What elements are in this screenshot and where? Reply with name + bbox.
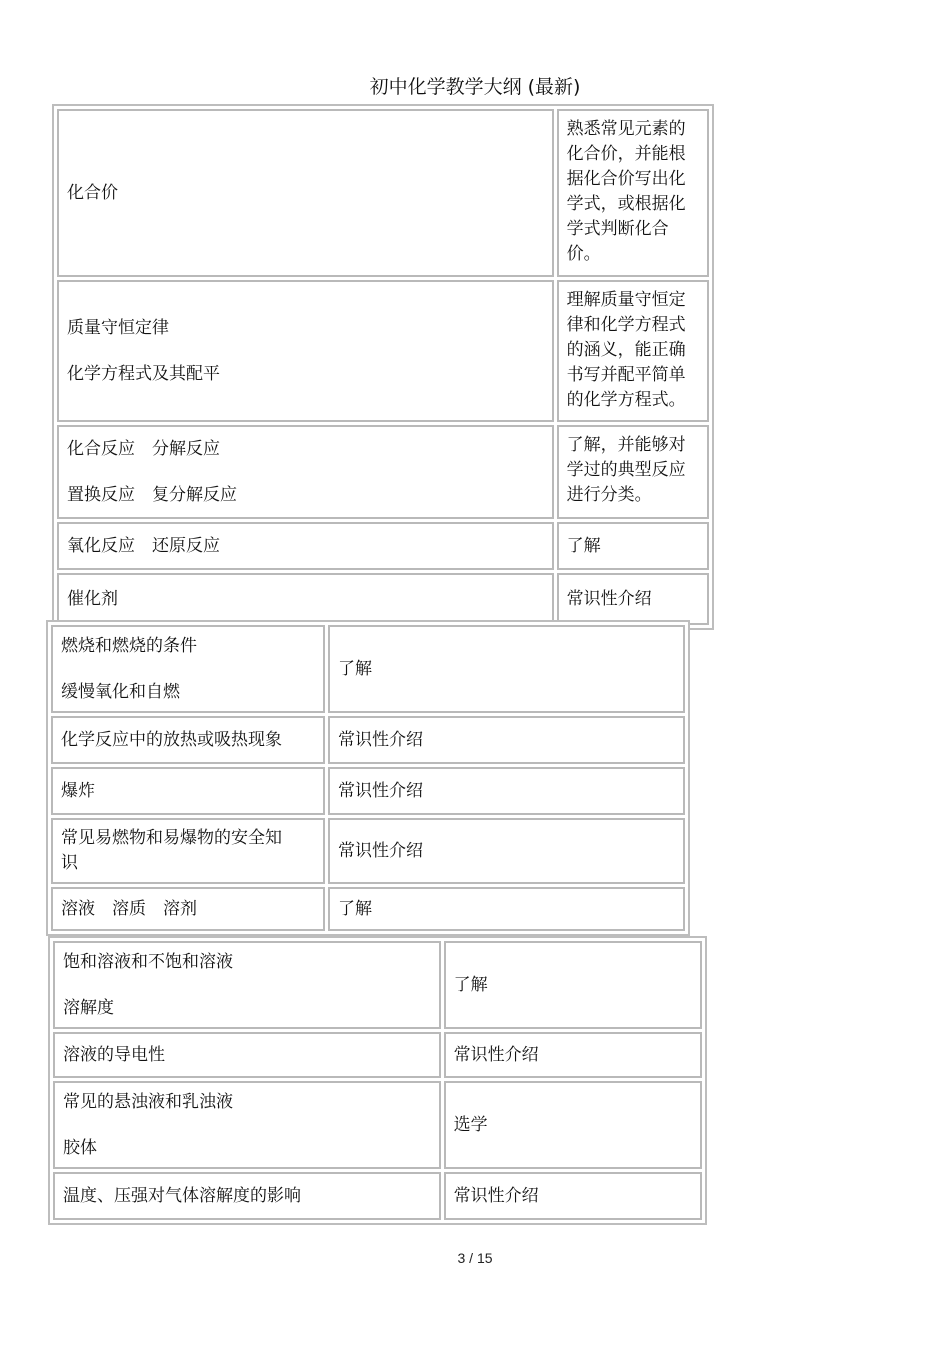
topic-text: 氧化反应 还原反应 bbox=[67, 535, 220, 556]
table-row bbox=[57, 522, 709, 570]
topic-cell bbox=[51, 625, 325, 713]
requirement-cell bbox=[444, 941, 702, 1029]
requirement-cell bbox=[328, 887, 685, 931]
requirement-text: 常识性介绍 bbox=[453, 1185, 539, 1206]
requirement-cell bbox=[557, 573, 709, 625]
topic-cell bbox=[51, 767, 325, 815]
syllabus-table-1 bbox=[52, 104, 714, 630]
requirement-text: 常识性介绍 bbox=[337, 729, 423, 750]
topic-text: 胶体 bbox=[63, 1137, 97, 1158]
requirement-text: 了解 bbox=[337, 659, 372, 679]
topic-text: 常见易燃物和易爆物的安全知 bbox=[61, 828, 282, 848]
topic-text: 质量守恒定律 bbox=[67, 317, 169, 338]
topic-text: 置换反应 复分解反应 bbox=[67, 484, 237, 505]
table-row bbox=[51, 887, 685, 931]
topic-text: 识 bbox=[61, 853, 78, 873]
requirement-cell bbox=[557, 522, 709, 570]
topic-cell bbox=[53, 1172, 441, 1220]
topic-cell bbox=[57, 109, 554, 277]
requirement-text: 了解，并能够对 bbox=[566, 435, 686, 455]
topic-text: 溶液 溶质 溶剂 bbox=[61, 898, 197, 919]
requirement-text: 价。 bbox=[566, 244, 601, 264]
table-row bbox=[57, 109, 709, 277]
requirement-cell bbox=[328, 625, 685, 713]
topic-text: 爆炸 bbox=[61, 780, 95, 801]
requirement-text: 书写并配平简单 bbox=[566, 365, 686, 385]
requirement-cell bbox=[557, 109, 709, 277]
table-row bbox=[53, 1081, 702, 1169]
requirement-text: 选学 bbox=[453, 1114, 488, 1135]
topic-text: 温度、压强对气体溶解度的影响 bbox=[63, 1185, 301, 1206]
requirement-text: 常识性介绍 bbox=[566, 588, 652, 609]
requirement-text: 学式判断化合 bbox=[566, 219, 669, 239]
table-row bbox=[51, 625, 685, 713]
topic-text: 缓慢氧化和自燃 bbox=[61, 681, 180, 702]
requirement-text: 据化合价写出化 bbox=[566, 169, 686, 189]
requirement-text: 常识性介绍 bbox=[337, 780, 423, 801]
table-row bbox=[57, 425, 709, 519]
topic-text: 溶解度 bbox=[63, 997, 114, 1018]
requirement-cell bbox=[328, 818, 685, 884]
requirement-text: 学过的典型反应 bbox=[566, 460, 686, 480]
table-row bbox=[51, 767, 685, 815]
requirement-text: 了解 bbox=[453, 974, 488, 995]
topic-text: 常见的悬浊液和乳浊液 bbox=[63, 1091, 233, 1112]
requirement-cell bbox=[557, 425, 709, 519]
page-title: 初中化学教学大纲 (最新) bbox=[369, 76, 581, 98]
topic-cell bbox=[51, 818, 325, 884]
page-number: 3 / 15 bbox=[457, 1250, 493, 1266]
table-row bbox=[57, 280, 709, 422]
requirement-text: 律和化学方程式 bbox=[566, 315, 686, 335]
requirement-text: 常识性介绍 bbox=[337, 840, 423, 861]
requirement-cell bbox=[328, 716, 685, 764]
syllabus-table-2 bbox=[46, 620, 690, 936]
topic-cell bbox=[53, 1081, 441, 1169]
topic-text: 饱和溶液和不饱和溶液 bbox=[63, 951, 233, 972]
topic-text: 化学方程式及其配平 bbox=[67, 363, 220, 384]
topic-text: 燃烧和燃烧的条件 bbox=[61, 635, 197, 656]
topic-cell bbox=[57, 425, 554, 519]
requirement-text: 熟悉常见元素的 bbox=[566, 119, 686, 139]
table-row bbox=[53, 1172, 702, 1220]
topic-text: 催化剂 bbox=[67, 588, 118, 609]
topic-cell bbox=[53, 1032, 441, 1078]
topic-text: 化学反应中的放热或吸热现象 bbox=[61, 729, 282, 750]
topic-cell bbox=[53, 941, 441, 1029]
requirement-text: 了解 bbox=[337, 898, 372, 919]
topic-cell bbox=[57, 280, 554, 422]
table-row bbox=[53, 1032, 702, 1078]
requirement-cell bbox=[444, 1172, 702, 1220]
table-row bbox=[53, 941, 702, 1029]
topic-cell bbox=[57, 573, 554, 625]
requirement-text: 了解 bbox=[566, 535, 601, 556]
topic-text: 溶液的导电性 bbox=[63, 1044, 165, 1065]
requirement-text: 理解质量守恒定 bbox=[566, 290, 686, 310]
requirement-text: 化合价，并能根 bbox=[566, 144, 686, 164]
requirement-text: 常识性介绍 bbox=[453, 1044, 539, 1065]
requirement-text: 进行分类。 bbox=[566, 485, 652, 505]
requirement-cell bbox=[557, 280, 709, 422]
topic-cell bbox=[57, 522, 554, 570]
topic-text: 化合反应 分解反应 bbox=[67, 438, 220, 459]
table-row bbox=[51, 818, 685, 884]
requirement-text: 的化学方程式。 bbox=[566, 390, 686, 410]
syllabus-table-3 bbox=[48, 936, 707, 1225]
requirement-cell bbox=[328, 767, 685, 815]
requirement-text: 的涵义，能正确 bbox=[566, 340, 686, 360]
table-row bbox=[51, 716, 685, 764]
requirement-cell bbox=[444, 1032, 702, 1078]
topic-cell bbox=[51, 887, 325, 931]
requirement-cell bbox=[444, 1081, 702, 1169]
topic-text: 化合价 bbox=[67, 182, 118, 203]
requirement-text: 学式，或根据化 bbox=[566, 194, 686, 214]
topic-cell bbox=[51, 716, 325, 764]
table-row bbox=[57, 573, 709, 625]
